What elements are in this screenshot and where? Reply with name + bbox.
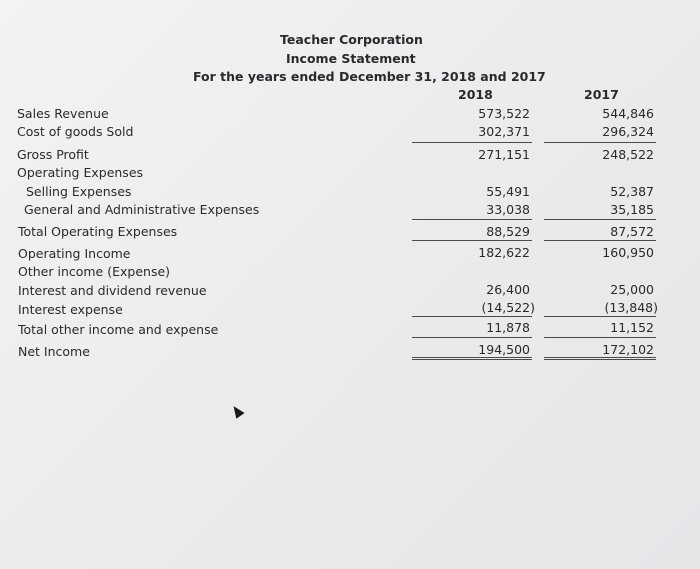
cogs-2017: 296,324 — [602, 124, 654, 139]
toe-underline-2017 — [544, 240, 656, 241]
total-operating-expenses-label: Total Operating Expenses — [18, 224, 178, 239]
cogs-underline-2018 — [412, 142, 532, 143]
sales-revenue-label: Sales Revenue — [17, 106, 109, 121]
general-admin-2018: 33,038 — [486, 202, 530, 217]
total-operating-expenses-2018: 88,529 — [486, 224, 530, 239]
company-name: Teacher Corporation — [280, 32, 423, 47]
interest-dividend-label: Interest and dividend revenue — [18, 283, 207, 298]
operating-income-2017: 160,950 — [602, 245, 654, 260]
general-admin-2017: 35,185 — [610, 202, 654, 217]
gross-profit-label: Gross Profit — [17, 147, 89, 162]
interest-dividend-2017: 25,000 — [610, 282, 654, 297]
cogs-2018: 302,371 — [478, 124, 530, 139]
total-other-label: Total other income and expense — [18, 322, 219, 337]
operating-income-label: Operating Income — [18, 246, 131, 261]
selling-expenses-2018: 55,491 — [486, 184, 530, 199]
ga-underline-2018 — [412, 219, 532, 220]
toi-underline-2017 — [544, 337, 656, 338]
cogs-underline-2017 — [544, 142, 656, 143]
net-income-double-underline-2017 — [544, 357, 656, 360]
interest-expense-2017: (13,848) — [604, 300, 658, 315]
ie-underline-2017 — [544, 316, 656, 317]
operating-expenses-label: Operating Expenses — [17, 165, 144, 180]
general-admin-label: General and Administrative Expenses — [24, 202, 260, 217]
total-other-2018: 11,878 — [486, 320, 530, 335]
total-other-2017: 11,152 — [610, 320, 654, 335]
net-income-2018: 194,500 — [478, 342, 530, 357]
sales-revenue-2017: 544,846 — [602, 106, 654, 121]
ie-underline-2018 — [412, 316, 532, 317]
ga-underline-2017 — [544, 219, 656, 220]
other-income-label: Other income (Expense) — [18, 264, 171, 279]
sales-revenue-2018: 573,522 — [478, 106, 530, 121]
column-header-2017: 2017 — [584, 87, 619, 102]
toe-underline-2018 — [412, 240, 532, 241]
statement-title: Income Statement — [286, 51, 416, 66]
cogs-label: Cost of goods Sold — [17, 124, 134, 139]
total-operating-expenses-2017: 87,572 — [610, 224, 654, 239]
gross-profit-2018: 271,151 — [478, 147, 530, 162]
period-caption: For the years ended December 31, 2018 and 2017 — [193, 69, 546, 84]
selling-expenses-label: Selling Expenses — [26, 184, 132, 199]
selling-expenses-2017: 52,387 — [610, 184, 654, 199]
interest-dividend-2018: 26,400 — [486, 282, 530, 297]
interest-expense-label: Interest expense — [18, 302, 123, 317]
operating-income-2018: 182,622 — [478, 245, 530, 260]
toi-underline-2018 — [412, 337, 532, 338]
net-income-2017: 172,102 — [602, 342, 654, 357]
net-income-double-underline-2018 — [412, 357, 532, 360]
interest-expense-2018: (14,522) — [481, 300, 535, 315]
column-header-2018: 2018 — [458, 87, 493, 102]
net-income-label: Net Income — [18, 344, 90, 359]
gross-profit-2017: 248,522 — [602, 147, 654, 162]
mouse-pointer-icon — [229, 403, 244, 419]
